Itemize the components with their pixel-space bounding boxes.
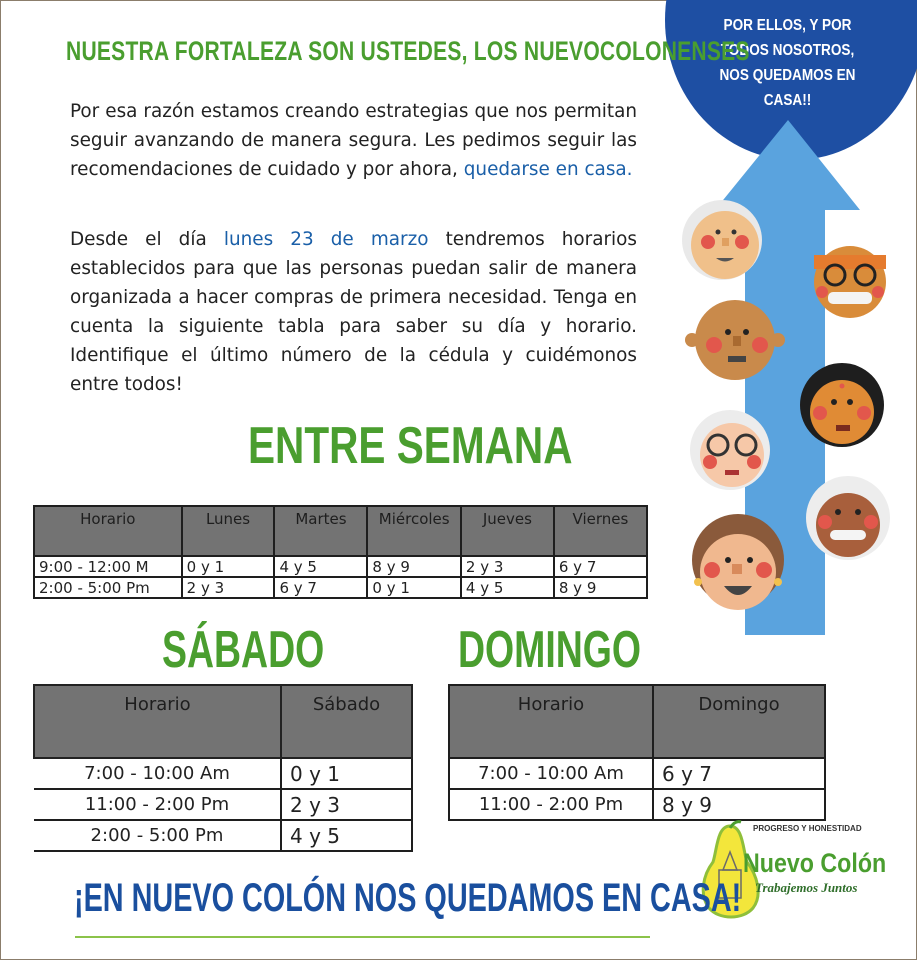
table-header: Horario [449,685,653,758]
table-cell: 8 y 9 [367,556,461,577]
table-row [34,556,647,577]
face-grandma-glasses-icon [690,410,770,490]
weekday-table [33,505,648,599]
face-grandpa-glasses-icon [814,246,886,318]
sunday-title: DOMINGO [458,621,642,679]
table-cell: 11:00 - 2:00 Pm [449,789,653,820]
table-header: Lunes [182,506,275,556]
table-cell: 0 y 1 [367,577,461,598]
table-header: Horario [34,685,281,758]
table-header: Viernes [554,506,647,556]
weekday-header-row [34,506,647,556]
table-cell: 2 y 3 [461,556,554,577]
footer-slogan: ¡EN NUEVO COLÓN NOS QUEDAMOS EN CASA! [74,876,742,920]
logo-slogan: Trabajemos Juntos [755,880,858,895]
weekday-title: ENTRE SEMANA [248,417,573,475]
footer-divider [75,936,650,938]
sunday-table [448,684,826,821]
face-grandma-icon [682,200,762,280]
table-header: Domingo [653,685,825,758]
table-row [34,577,647,598]
table-row [34,789,412,820]
saturday-header-row [34,685,412,758]
badge-text: POR ELLOS, Y POR TODOS NOSOTROS, NOS QUEDAMOS EN CASA!! [719,17,856,109]
table-cell: 4 y 5 [461,577,554,598]
schedule-text-post: tendremos horarios establecidos para que las personas puedan salir de manera organizada a hacer compras de primera necesidad. Tenga en cuenta la siguiente tabla para saber su día y horario. Identifique el último número de la cédula y cuidémonos entre todos! [70,229,637,395]
table-header: Jueves [461,506,554,556]
logo-tagline: PROGRESO Y HONESTIDAD [753,824,862,833]
table-cell: 7:00 - 10:00 Am [449,758,653,789]
table-row [449,789,825,820]
table-cell: 2 y 3 [182,577,275,598]
table-cell: 2:00 - 5:00 Pm [34,577,182,598]
table-cell: 6 y 7 [554,556,647,577]
logo-name: Nuevo Colón [743,848,887,878]
saturday-table [33,684,413,852]
table-cell: 9:00 - 12:00 M [34,556,182,577]
table-cell: 2 y 3 [281,789,412,820]
table-header: Miércoles [367,506,461,556]
intro-text: Por esa razón estamos creando estrategias que nos permitan seguir avanzando de manera segura. Les pedimos seguir las recomendaciones de cuidado y por ahora, [70,101,637,180]
table-cell: 11:00 - 2:00 Pm [34,789,281,820]
table-header: Horario [34,506,182,556]
stay-home-highlight: quedarse en casa. [463,159,633,180]
face-grandpa-mustache-icon [806,476,890,560]
table-cell: 8 y 9 [653,789,825,820]
table-row [34,820,412,851]
table-cell: 0 y 1 [182,556,275,577]
table-cell: 4 y 5 [281,820,412,851]
schedule-paragraph [70,225,637,399]
table-row [34,758,412,789]
elderly-faces-illustration [670,120,910,650]
page-headline: NUESTRA FORTALEZA SON USTEDES, LOS NUEVOCOLONENSES [66,36,750,66]
table-cell: 7:00 - 10:00 Am [34,758,281,789]
saturday-title: SÁBADO [162,621,325,679]
table-header: Martes [274,506,367,556]
sunday-header-row [449,685,825,758]
table-cell: 0 y 1 [281,758,412,789]
table-cell: 8 y 9 [554,577,647,598]
table-header: Sábado [281,685,412,758]
table-cell: 6 y 7 [274,577,367,598]
table-cell: 4 y 5 [274,556,367,577]
date-highlight: lunes 23 de marzo [223,229,429,250]
table-cell: 2:00 - 5:00 Pm [34,820,281,851]
table-cell: 6 y 7 [653,758,825,789]
table-row [449,758,825,789]
face-woman-icon [800,363,884,447]
intro-paragraph [70,97,637,184]
schedule-text-pre: Desde el día [70,229,224,250]
